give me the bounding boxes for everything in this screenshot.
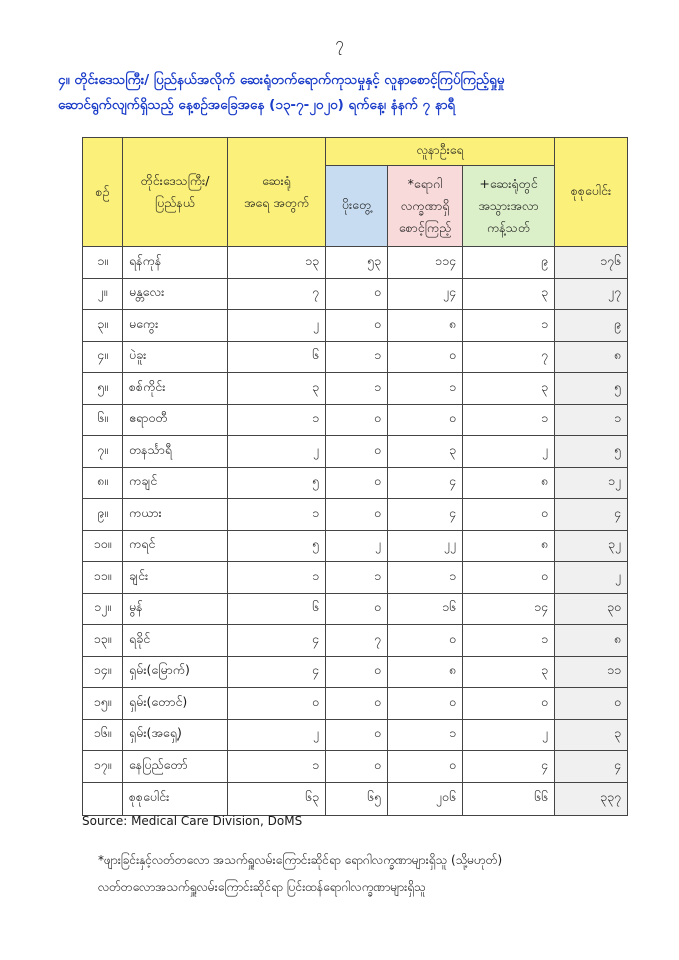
cell-hospitals: ၀	[228, 688, 326, 720]
cell-symptomatic: ၂၄	[388, 278, 463, 310]
cell-sn: ၅။	[83, 373, 123, 405]
cell-total: ၂	[555, 562, 628, 594]
cell-hospitals: ၂	[228, 310, 326, 342]
cell-total: ၅	[555, 373, 628, 405]
page-number: ၇	[335, 34, 344, 52]
cell-confirmed: ၀	[326, 310, 388, 342]
grand-total-restricted: ၆၆	[463, 782, 555, 815]
cell-sn: ၉။	[83, 499, 123, 531]
cell-sn: ၁၄။	[83, 656, 123, 688]
cell-total: ၄	[555, 499, 628, 531]
cell-region: နေပြည်တော်	[123, 751, 228, 783]
cell-region: ရှမ်း(တောင်)	[123, 688, 228, 720]
cell-region: ချင်း	[123, 562, 228, 594]
cell-confirmed: ၀	[326, 467, 388, 499]
cell-confirmed: ၀	[326, 688, 388, 720]
cell-hospitals: ၇	[228, 278, 326, 310]
cell-symptomatic: ၀	[388, 341, 463, 373]
col-header-total: စုစုပေါင်း	[555, 138, 628, 247]
cell-confirmed: ၁	[326, 562, 388, 594]
cell-region: ရန်ကုန်	[123, 247, 228, 279]
cell-symptomatic: ၈	[388, 656, 463, 688]
cell-sn: ၁၇။	[83, 751, 123, 783]
col-header-symptomatic	[388, 166, 463, 247]
col-header-hospitals-line2: အရေ အတွက်	[243, 195, 310, 210]
cell-restricted: ၁	[463, 310, 555, 342]
cell-region: ရခိုင်	[123, 625, 228, 657]
cell-region: မွန်	[123, 593, 228, 625]
cell-total: ၃	[555, 719, 628, 751]
cell-sn: ၇။	[83, 436, 123, 468]
cell-symptomatic: ၁	[388, 719, 463, 751]
cell-symptomatic: ၄	[388, 467, 463, 499]
cell-sn: ၁၆။	[83, 719, 123, 751]
cell-total: ၉	[555, 310, 628, 342]
cell-restricted: ၃	[463, 278, 555, 310]
cell-symptomatic: ၁၁၄	[388, 247, 463, 279]
cell-restricted: ၀	[463, 688, 555, 720]
table-row	[83, 751, 628, 783]
col-header-restricted	[463, 166, 555, 247]
cell-total: ၁၇၆	[555, 247, 628, 279]
table-row	[83, 719, 628, 751]
cell-restricted: ၀	[463, 499, 555, 531]
cell-total: ၄	[555, 751, 628, 783]
footnote-line-1: *ဖျားခြင်းနှင့်လတ်တလော အသက်ရှူလမ်းကြောင်းဆိုင်ရာ ရောဂါလက္ခဏာများရှိသူ (သို့မဟုတ်)	[98, 853, 503, 867]
cell-symptomatic: ၃	[388, 436, 463, 468]
grand-total-symptomatic: ၂၀၆	[388, 782, 463, 815]
col-header-hospitals	[228, 138, 326, 247]
table-row	[83, 467, 628, 499]
cell-hospitals: ၅	[228, 467, 326, 499]
cell-confirmed: ၀	[326, 436, 388, 468]
cell-hospitals: ၆	[228, 593, 326, 625]
col-header-restricted-line3: ကန့်သတ်	[487, 220, 530, 235]
cell-hospitals: ၂	[228, 719, 326, 751]
cell-restricted: ၉	[463, 247, 555, 279]
cell-hospitals: ၂	[228, 436, 326, 468]
cell-restricted: ၈	[463, 530, 555, 562]
cell-sn: ၈။	[83, 467, 123, 499]
grand-total-hospitals: ၆၃	[228, 782, 326, 815]
cell-restricted: ၇	[463, 341, 555, 373]
cell-confirmed: ၀	[326, 499, 388, 531]
cell-restricted: ၈	[463, 467, 555, 499]
cell-symptomatic: ၀	[388, 751, 463, 783]
cell-total: ၃၂	[555, 530, 628, 562]
cell-restricted: ၀	[463, 562, 555, 594]
cell-region: တနင်္သာရီ	[123, 436, 228, 468]
footnote	[98, 847, 658, 901]
col-header-region	[123, 138, 228, 247]
cell-total: ၈	[555, 625, 628, 657]
cell-confirmed: ၅၃	[326, 247, 388, 279]
table-row	[83, 341, 628, 373]
cell-symptomatic: ၀	[388, 625, 463, 657]
cell-hospitals: ၅	[228, 530, 326, 562]
cell-restricted: ၃	[463, 373, 555, 405]
cell-total: ၁	[555, 404, 628, 436]
cell-restricted: ၁	[463, 625, 555, 657]
hospital-status-table	[82, 137, 628, 816]
cell-sn: ၁၅။	[83, 688, 123, 720]
table-row	[83, 530, 628, 562]
cell-hospitals: ၁	[228, 499, 326, 531]
cell-confirmed: ၀	[326, 656, 388, 688]
cell-hospitals: ၄	[228, 625, 326, 657]
cell-restricted: ၄	[463, 751, 555, 783]
cell-symptomatic: ၁၆	[388, 593, 463, 625]
footnote-line-2: လတ်တလောအသက်ရှူလမ်းကြောင်းဆိုင်ရာ ပြင်းထန်ရောဂါလက္ခဏာများရှိသူ	[98, 880, 426, 894]
cell-hospitals: ၁	[228, 562, 326, 594]
table-row	[83, 656, 628, 688]
col-header-region-line1: တိုင်းဒေသကြီး/	[140, 173, 210, 188]
cell-confirmed: ၂	[326, 530, 388, 562]
cell-hospitals: ၁	[228, 751, 326, 783]
table-row	[83, 625, 628, 657]
cell-sn: ၂။	[83, 278, 123, 310]
cell-sn: ၁၀။	[83, 530, 123, 562]
cell-hospitals: ၁	[228, 404, 326, 436]
cell-hospitals: ၁၃	[228, 247, 326, 279]
cell-region: ကယား	[123, 499, 228, 531]
cell-symptomatic: ၀	[388, 404, 463, 436]
cell-sn: ၁၃။	[83, 625, 123, 657]
cell-sn: ၃။	[83, 310, 123, 342]
cell-confirmed: ၁	[326, 373, 388, 405]
document-heading	[58, 68, 648, 118]
cell-confirmed: ၀	[326, 404, 388, 436]
table-row	[83, 373, 628, 405]
cell-total: ၁၁	[555, 656, 628, 688]
cell-region: ပဲခူး	[123, 341, 228, 373]
cell-total: ၂၇	[555, 278, 628, 310]
cell-symptomatic: ၄	[388, 499, 463, 531]
cell-sn: ၁၂။	[83, 593, 123, 625]
cell-total: ၀	[555, 688, 628, 720]
cell-region: ရှမ်း(မြောက်)	[123, 656, 228, 688]
table-row	[83, 310, 628, 342]
cell-confirmed: ၇	[326, 625, 388, 657]
cell-confirmed: ၀	[326, 278, 388, 310]
cell-confirmed: ၀	[326, 719, 388, 751]
col-header-confirmed: ပိုးတွေ့	[326, 166, 388, 247]
cell-sn: ၁၁။	[83, 562, 123, 594]
cell-region: ဧရာဝတီ	[123, 404, 228, 436]
grand-total-label: စုစုပေါင်း	[123, 782, 228, 815]
cell-restricted: ၂	[463, 436, 555, 468]
col-header-patients: လူနာဦးရေ	[326, 138, 555, 166]
cell-symptomatic: ၁	[388, 562, 463, 594]
cell-region: ကချင်	[123, 467, 228, 499]
table-row	[83, 247, 628, 279]
grand-total-total: ၃၃၇	[555, 782, 628, 815]
cell-sn: ၆။	[83, 404, 123, 436]
cell-confirmed: ၀	[326, 751, 388, 783]
table-row	[83, 436, 628, 468]
cell-region: စစ်ကိုင်း	[123, 373, 228, 405]
col-header-restricted-line1: +ဆေးရုံတွင်	[479, 176, 538, 191]
cell-symptomatic: ၀	[388, 688, 463, 720]
cell-region: ရှမ်း(အရှေ့)	[123, 719, 228, 751]
table-row	[83, 499, 628, 531]
cell-region: ကရင်	[123, 530, 228, 562]
cell-confirmed: ၁	[326, 341, 388, 373]
col-header-symptomatic-line3: စောင့်ကြည့်	[398, 220, 452, 235]
cell-sn: ၁။	[83, 247, 123, 279]
cell-symptomatic: ၁	[388, 373, 463, 405]
cell-restricted: ၂	[463, 719, 555, 751]
col-header-sn: စဉ်	[83, 138, 123, 247]
grand-total-row	[83, 782, 628, 815]
col-header-region-line2: ပြည်နယ်	[155, 195, 195, 210]
table-body	[83, 247, 628, 783]
cell-total: ၈	[555, 341, 628, 373]
cell-hospitals: ၃	[228, 373, 326, 405]
table-row	[83, 404, 628, 436]
col-header-restricted-line2: အသွားအလာ	[478, 198, 539, 213]
cell-total: ၃၀	[555, 593, 628, 625]
cell-total: ၅	[555, 436, 628, 468]
cell-symptomatic: ၈	[388, 310, 463, 342]
table-row	[83, 562, 628, 594]
col-header-symptomatic-line1: *ရောဂါ	[407, 176, 443, 191]
col-header-symptomatic-line2: လက္ခဏာရှိ	[400, 198, 450, 213]
col-header-hospitals-line1: ဆေးရုံ	[262, 173, 291, 188]
heading-line-2: ဆောင်ရွက်လျက်ရှိသည့် နေ့စဉ်အခြေအနေ (၁၃-၇-၂၀၂၀) ရက်နေ့၊ နံနက် ၇ နာရီ	[58, 97, 456, 113]
cell-hospitals: ၄	[228, 656, 326, 688]
cell-symptomatic: ၂၂	[388, 530, 463, 562]
cell-restricted: ၃	[463, 656, 555, 688]
cell-region: မန္တလေး	[123, 278, 228, 310]
table-row	[83, 593, 628, 625]
source-note: Source: Medical Care Division, DoMS	[82, 814, 303, 828]
table-row	[83, 278, 628, 310]
table-row	[83, 688, 628, 720]
cell-sn: ၄။	[83, 341, 123, 373]
cell-confirmed: ၀	[326, 593, 388, 625]
cell-region: မကွေး	[123, 310, 228, 342]
cell-restricted: ၁၄	[463, 593, 555, 625]
cell-hospitals: ၆	[228, 341, 326, 373]
grand-total-confirmed: ၆၅	[326, 782, 388, 815]
cell-total: ၁၂	[555, 467, 628, 499]
cell-restricted: ၁	[463, 404, 555, 436]
heading-line-1: ၄။ တိုင်းဒေသကြီး/ ပြည်နယ်အလိုက် ဆေးရုံတက်ရောက်ကုသမှုနှင့် လူနာစောင့်ကြပ်ကြည့်ရှုမှု	[58, 72, 505, 88]
grand-total-sn	[83, 782, 123, 815]
